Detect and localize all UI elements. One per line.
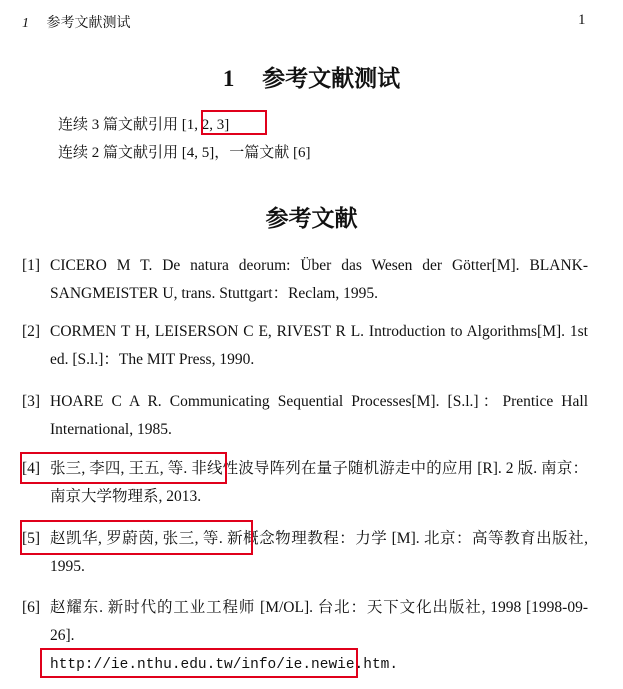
header-page-number: 1: [22, 16, 29, 31]
reference-label: [1]: [22, 257, 41, 274]
highlight-box-url: [40, 648, 358, 678]
reference-text: 新概念物理教程：力学 [M]. 北京：高等教育出版社, 1995.: [50, 530, 588, 575]
header-running-title: 参考文献测试: [46, 16, 131, 31]
reference-item-2: [22, 318, 588, 374]
reference-text: CORMEN T H, LEISERSON C E, RIVEST R L. Introduction to Algorithms[M]. 1st ed. [S.l.]：The MIT Press, 1990.: [50, 323, 588, 368]
reference-label: [2]: [22, 323, 41, 340]
reference-label: [5]: [22, 530, 41, 547]
reference-label: [6]: [22, 599, 41, 616]
reference-label: [4]: [22, 460, 41, 477]
reference-text: 非线性波导阵列在量子随机游走中的应用 [R]. 2 版. 南京：南京大学物理系, 2013.: [50, 460, 588, 505]
section-heading: [0, 60, 623, 93]
reference-label: [3]: [22, 393, 41, 410]
reference-url-link[interactable]: http://ie.nthu.edu.tw/info/ie.newie.htm.: [50, 657, 399, 673]
body-line-2: 连续 2 篇文献引用 [4, 5]，一篇文献 [6]: [58, 145, 311, 161]
reference-text: CICERO M T. De natura deorum: Über das Wesen der Götter[M]. BLANK-SANGMEISTER U, trans. Stuttgart：Reclam, 1995.: [50, 257, 588, 302]
highlight-box-citation: [201, 110, 267, 135]
section-number: 1: [222, 66, 235, 91]
running-header: [22, 12, 131, 32]
reference-authors: 赵凯华, 罗蔚茵, 张三, 等.: [50, 530, 223, 547]
section-title: 参考文献测试: [262, 66, 401, 91]
page-number: 1: [578, 12, 586, 28]
reference-authors: 张三, 李四, 王五, 等.: [50, 460, 188, 477]
reference-text: HOARE C A R. Communicating Sequential Processes[M]. [S.l.]：Prentice Hall International, 1985.: [50, 393, 588, 438]
references-heading: 参考文献: [265, 206, 358, 231]
highlight-box-authors-5: [20, 520, 253, 555]
citation-link-1-2-3[interactable]: [1, 2, 3]: [181, 117, 230, 133]
reference-item-3: [22, 388, 588, 444]
highlight-box-authors-4: [20, 452, 227, 484]
reference-text: 赵耀东. 新时代的工业工程师 [M/OL]. 台北：天下文化出版社, 1998 [1998-09-26].: [50, 599, 588, 644]
reference-item-1: [22, 252, 588, 308]
body-line-1-text: 连续 3 篇文献引用: [58, 117, 182, 133]
